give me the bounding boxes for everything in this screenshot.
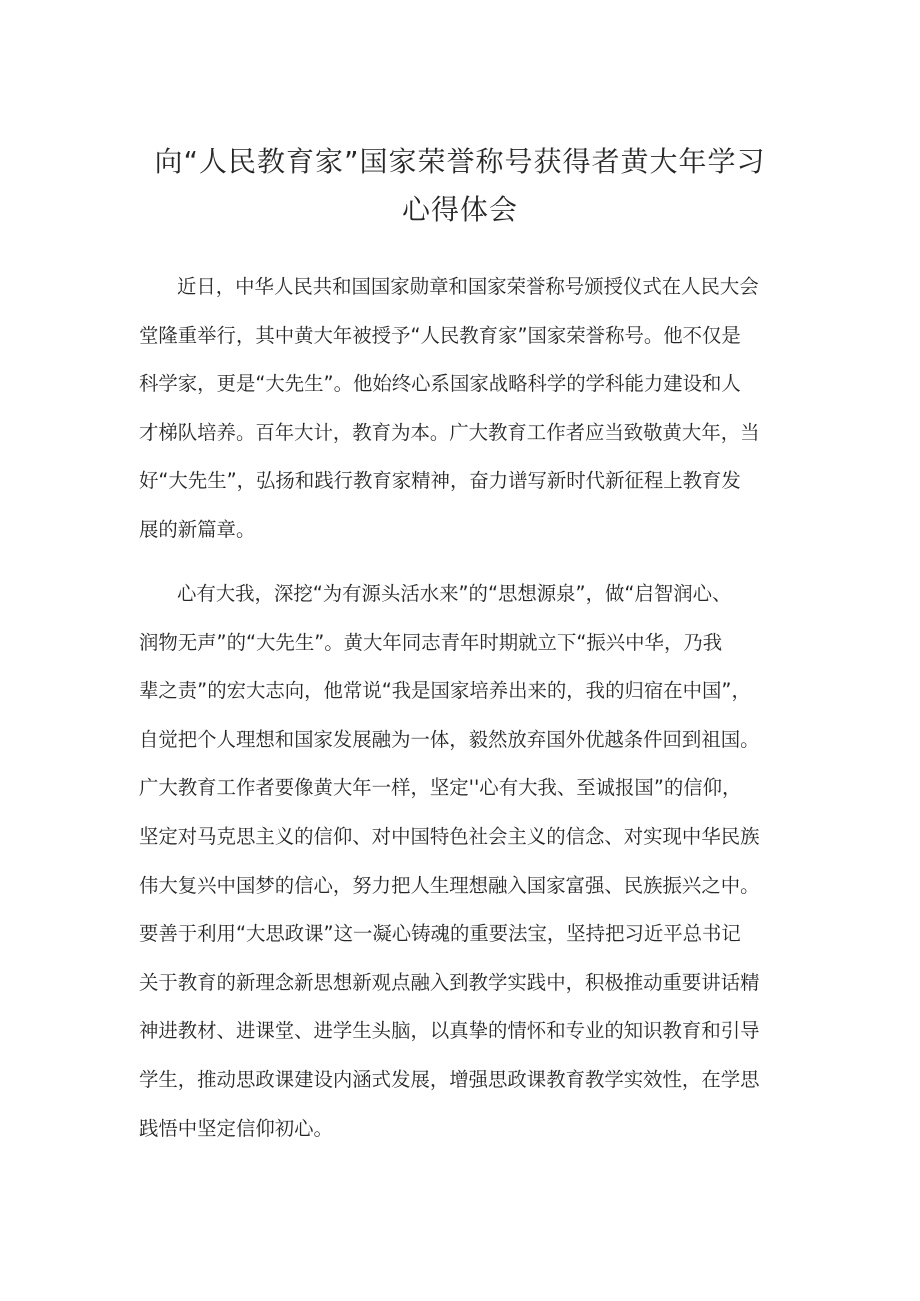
page-title — [120, 138, 800, 234]
paragraph-line: 神进教材、进课堂、进学生头脑，以真挚的情怀和专业的知识教育和引导 — [139, 1019, 760, 1043]
paragraph-line: 伟大复兴中国梦的信心，努力把人生理想融入国家富强、民族振兴之中。 — [139, 873, 760, 897]
paragraph-line: 要善于利用“大思政课”这一凝心铸魂的重要法宝，坚持把习近平总书记 — [139, 922, 741, 946]
paragraph-line: 科学家，更是“大先生”。他始终心系国家战略科学的学科能力建设和人 — [139, 372, 741, 396]
paragraph-line: 展的新篇章。 — [139, 517, 256, 541]
paragraph-line: 好“大先生”，弘扬和践行教育家精神，奋力谱写新时代新征程上教育发 — [139, 469, 741, 493]
paragraph-line: 润物无声”的“大先生”。黄大年同志青年时期就立下“振兴中华，乃我 — [139, 630, 723, 654]
paragraph-line: 才梯队培养。百年大计，教育为本。广大教育工作者应当致敬黄大年，当 — [139, 420, 760, 444]
paragraph-1 — [139, 263, 791, 555]
paragraph-line: 辈之责”的宏大志向，他常说“我是国家培养出来的，我的归宿在中国”， — [139, 679, 751, 703]
paragraph-line: 自觉把个人理想和国家发展融为一体，毅然放弃国外优越条件回到祖国。 — [139, 727, 760, 751]
paragraph-line: 坚定对马克思主义的信仰、对中国特色社会主义的信念、对实现中华民族 — [139, 824, 760, 848]
paragraph-line: 心有大我，深挖“为有源头活水来”的“思想源泉”，做“启智润心、 — [177, 582, 732, 605]
paragraph-line: 学生，推动思政课建设内涵式发展，增强思政课教育教学实效性，在学思 — [139, 1067, 760, 1091]
title-line: 心得体会 — [401, 193, 518, 226]
paragraph-line: 广大教育工作者要像黄大年一样，坚定''心有大我、至诚报国”的信仰， — [139, 776, 742, 800]
paragraph-line: 践悟中坚定信仰初心。 — [139, 1116, 333, 1140]
title-line: 向“人民教育家”国家荣誉称号获得者黄大年学习 — [154, 145, 766, 178]
paragraph-line: 关于教育的新理念新思想新观点融入到教学实践中，积极推动重要讲话精 — [139, 970, 760, 994]
paragraph-line: 堂隆重举行，其中黄大年被授予“人民教育家”国家荣誉称号。他不仅是 — [139, 323, 741, 347]
paragraph-line: 近日，中华人民共和国国家勋章和国家荣誉称号颁授仪式在人民大会 — [177, 275, 759, 298]
paragraph-2 — [139, 570, 791, 1153]
